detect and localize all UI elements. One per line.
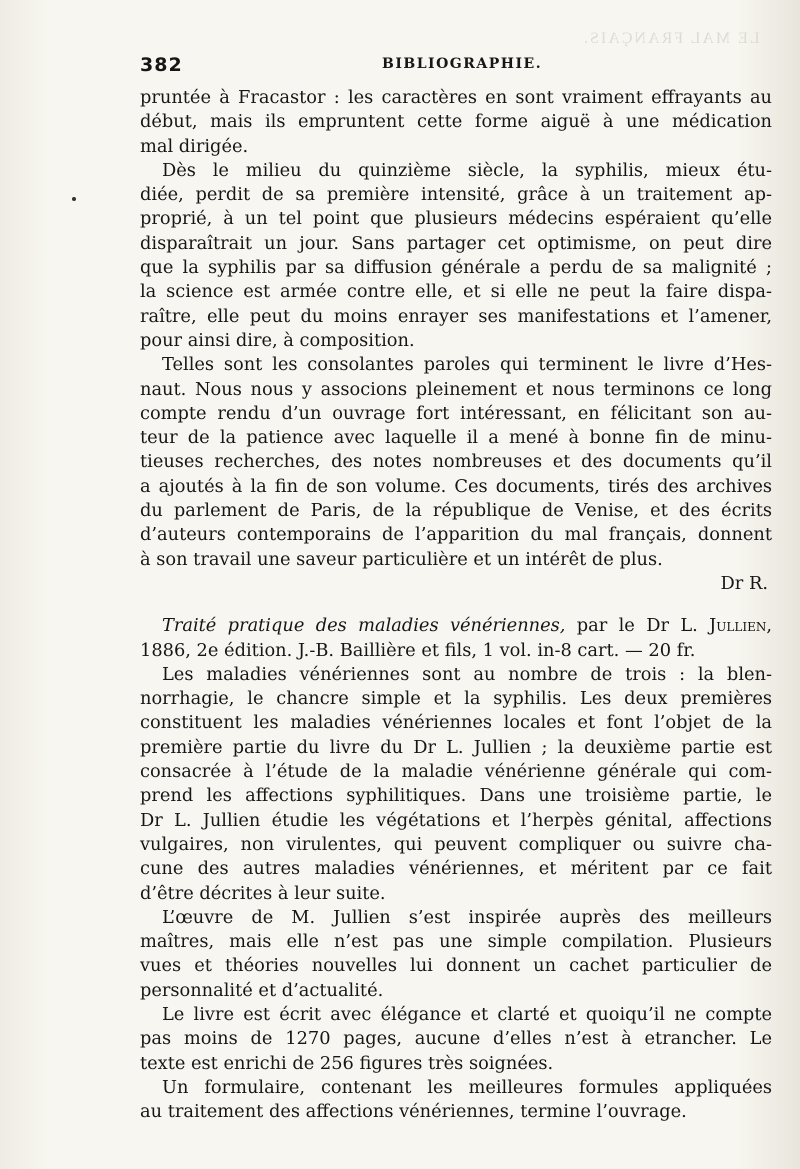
- text-line: norrhagie, le chancre simple et la syphilis. Les deux premières: [140, 688, 772, 710]
- text-line: texte est enrichi de 256 figures très soignées.: [140, 1052, 554, 1074]
- text-line: personnalité et d’actualité.: [140, 979, 384, 1001]
- text-line: Les maladies vénériennes sont au nombre de trois : la blen-: [162, 663, 772, 685]
- page-number: 382: [140, 54, 183, 76]
- book-title: Traité pratique des maladies vénériennes,: [162, 615, 566, 637]
- text-line: maîtres, mais elle n’est pas une simple compilation. Plusieurs: [140, 931, 772, 953]
- text-line: Le livre est écrit avec élégance et clarté et quoiqu’il ne compte: [162, 1003, 772, 1025]
- text-line: prend les affections syphilitiques. Dans une troisième partie, le: [140, 785, 772, 807]
- citation-details: 1886, 2e édition. J.-B. Baillière et fils, 1 vol. in-8 cart. — 20 fr.: [140, 639, 696, 661]
- text-line: mal dirigée.: [140, 135, 249, 157]
- text-line: la science est armée contre elle, et si elle ne peut la faire dispa-: [140, 281, 772, 303]
- text-line: première partie du livre du Dr L. Jullien ; la deuxième partie est: [140, 736, 772, 758]
- text-line: pour ainsi dire, à composition.: [140, 329, 415, 351]
- text-line: naut. Nous nous y associons pleinement et nous terminons ce long: [140, 378, 772, 400]
- text-line: proprié, à un tel point que plusieurs médecins espéraient qu’elle: [140, 208, 772, 230]
- citation-author: Jullien,: [709, 615, 772, 637]
- citation-line: [140, 614, 772, 638]
- page-header: [140, 54, 780, 80]
- text-line: pruntée à Fracastor : les caractères en sont vraiment effrayants au: [140, 87, 772, 108]
- text-line: teur de la patience avec laquelle il a mené à bonne fin de minu-: [140, 427, 772, 449]
- show-through-text: LE MAL FRANÇAIS.: [582, 30, 760, 47]
- text-line: au traitement des affections vénériennes, termine l’ouvrage.: [140, 1101, 687, 1123]
- text-line: Un formulaire, contenant les meilleures formules appliquées: [162, 1076, 772, 1098]
- text-line: Dès le milieu du quinzième siècle, la syphilis, mieux étu-: [162, 159, 772, 181]
- text-line: d’auteurs contemporains de l’apparition du mal français, donnent: [140, 524, 772, 546]
- ink-speck: [72, 197, 76, 201]
- text-line: que la syphilis par sa diffusion générale a perdu de sa malignité ;: [140, 257, 772, 279]
- text-line: pas moins de 1270 pages, aucune d’elles n’est à etrancher. Le: [140, 1028, 772, 1050]
- text-line: diée, perdit de sa première intensité, grâce à un traitement ap-: [140, 184, 772, 206]
- text-line: Telles sont les consolantes paroles qui terminent le livre d’Hes-: [162, 354, 772, 376]
- text-line: cune des autres maladies vénériennes, et méritent par ce fait: [140, 858, 772, 880]
- text-line: raître, elle peut du moins enrayer ses manifestations et l’amener,: [140, 305, 772, 327]
- text-line: L’œuvre de M. Jullien s’est inspirée auprès des meilleurs: [162, 906, 772, 928]
- text-line: début, mais ils empruntent cette forme aiguë à une médication: [140, 111, 772, 133]
- text-line: vulgaires, non virulentes, qui peuvent compliquer ou suivre cha-: [140, 833, 772, 855]
- running-title: BIBLIOGRAPHIE.: [382, 56, 543, 72]
- text-line: tieuses recherches, des notes nombreuses et des documents qu’il: [140, 451, 772, 473]
- text-line: Dr L. Jullien étudie les végétations et l’herpès génital, affections: [140, 809, 772, 831]
- text-line: compte rendu d’un ouvrage fort intéressant, en félicitant son au-: [140, 402, 772, 424]
- text-line: à son travail une saveur particulière et un intérêt de plus.: [140, 548, 663, 570]
- text-line: a ajoutés à la fin de son volume. Ces documents, tirés des archives: [140, 475, 772, 497]
- text-line: disparaîtrait un jour. Sans partager cet optimisme, on peut dire: [140, 232, 772, 254]
- text-line: d’être décrites à leur suite.: [140, 882, 386, 904]
- text-line: du parlement de Paris, de la république de Venise, et des écrits: [140, 500, 772, 522]
- section-gap: [140, 596, 772, 614]
- review-signature: Dr R.: [720, 572, 768, 594]
- text-line: consacrée à l’étude de la maladie vénérienne générale qui com-: [140, 761, 772, 783]
- citation-by: par le Dr L.: [565, 615, 710, 637]
- text-line: vues et théories nouvelles lui donnent un cachet particulier de: [140, 955, 772, 977]
- page-body: [140, 86, 772, 1124]
- text-line: constituent les maladies vénériennes locales et font l’objet de la: [140, 712, 772, 734]
